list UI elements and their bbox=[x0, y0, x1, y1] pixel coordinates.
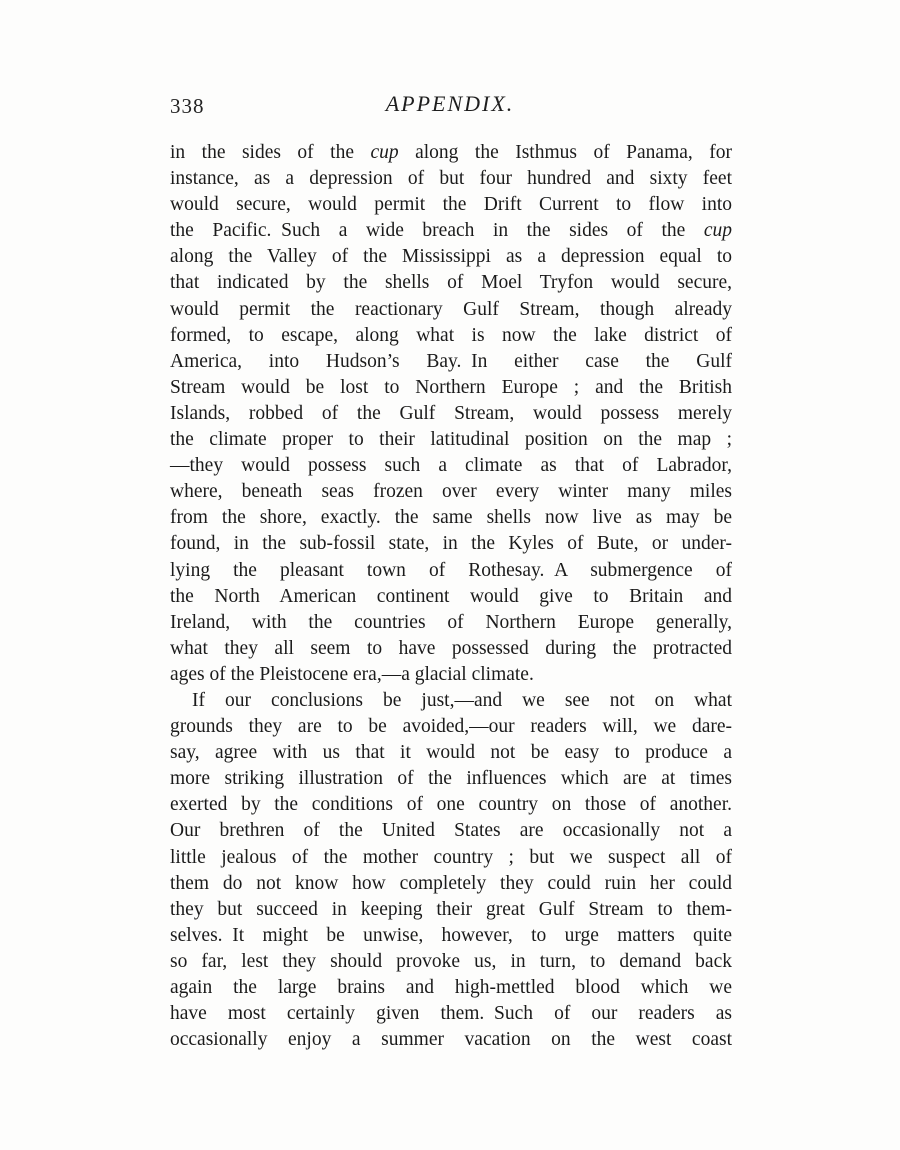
text-line bbox=[170, 949, 732, 975]
text-line bbox=[170, 531, 732, 557]
text-line bbox=[170, 1027, 732, 1053]
text-segment: Our brethren of the United States are occasionally not a bbox=[170, 820, 732, 842]
text-line bbox=[170, 140, 732, 166]
text-segment: the Pacific. Such a wide breach in the sides of the bbox=[170, 220, 704, 242]
text-line bbox=[170, 766, 732, 792]
text-segment: America, into Hudson’s Bay. In either case the Gulf bbox=[170, 350, 732, 372]
text-line bbox=[170, 662, 732, 688]
text-segment: more striking illustration of the influences which are at times bbox=[170, 768, 732, 790]
text-segment: grounds they are to be avoided,—our readers will, we dare- bbox=[170, 716, 732, 738]
text-line bbox=[170, 1001, 732, 1027]
text-line bbox=[170, 818, 732, 844]
text-line bbox=[170, 479, 732, 505]
text-segment: formed, to escape, along what is now the lake district of bbox=[170, 324, 732, 346]
text-line bbox=[170, 453, 732, 479]
text-line bbox=[170, 714, 732, 740]
text-line bbox=[170, 923, 732, 949]
text-segment: would permit the reactionary Gulf Stream, though already bbox=[170, 298, 732, 320]
text-line bbox=[170, 297, 732, 323]
text-line bbox=[170, 897, 732, 923]
text-segment: Islands, robbed of the Gulf Stream, would possess merely bbox=[170, 402, 732, 424]
text-line bbox=[170, 375, 732, 401]
text-line bbox=[170, 975, 732, 1001]
text-segment: where, beneath seas frozen over every winter many miles bbox=[170, 481, 732, 503]
text-line bbox=[170, 349, 732, 375]
text-segment: little jealous of the mother country ; but we suspect all of bbox=[170, 846, 732, 868]
text-line bbox=[170, 505, 732, 531]
text-line bbox=[170, 166, 732, 192]
text-segment: Ireland, with the countries of Northern Europe generally, bbox=[170, 611, 732, 633]
text-segment: —they would possess such a climate as that of Labrador, bbox=[170, 455, 732, 477]
text-line bbox=[170, 218, 732, 244]
text-line bbox=[170, 792, 732, 818]
text-line bbox=[170, 688, 732, 714]
text-segment: would secure, would permit the Drift Current to flow into bbox=[170, 194, 732, 216]
text-segment: ages of the Pleistocene era,—a glacial climate. bbox=[170, 663, 534, 685]
text-line bbox=[170, 427, 732, 453]
text-segment: selves. It might be unwise, however, to urge matters quite bbox=[170, 924, 732, 946]
text-line bbox=[170, 845, 732, 871]
text-line bbox=[170, 740, 732, 766]
text-segment: what they all seem to have possessed during the protracted bbox=[170, 637, 732, 659]
text-segment: so far, lest they should provoke us, in turn, to demand back bbox=[170, 950, 732, 972]
text-segment: them do not know how completely they could ruin her could bbox=[170, 872, 732, 894]
text-segment: instance, as a depression of but four hundred and sixty feet bbox=[170, 168, 732, 190]
text-line bbox=[170, 636, 732, 662]
text-line bbox=[170, 244, 732, 270]
text-line bbox=[170, 584, 732, 610]
text-line bbox=[170, 192, 732, 218]
text-segment: have most certainly given them. Such of our readers as bbox=[170, 1003, 732, 1025]
text-segment: say, agree with us that it would not be easy to produce a bbox=[170, 742, 732, 764]
text-segment: that indicated by the shells of Moel Tryfon would secure, bbox=[170, 272, 732, 294]
text-block bbox=[170, 140, 732, 1053]
text-segment: occasionally enjoy a summer vacation on the west coast bbox=[170, 1029, 732, 1051]
text-segment: in the sides of the bbox=[170, 142, 371, 163]
running-head-title: APPENDIX. bbox=[385, 91, 515, 116]
text-segment: exerted by the conditions of one country on those of another. bbox=[170, 794, 732, 816]
italic-word: cup bbox=[370, 142, 399, 163]
text-line bbox=[170, 610, 732, 636]
text-segment: again the large brains and high-mettled blood which we bbox=[170, 977, 732, 998]
text-segment: the climate proper to their latitudinal position on the map ; bbox=[170, 429, 732, 451]
text-segment: they but succeed in keeping their great Gulf Stream to them- bbox=[170, 898, 732, 920]
text-segment: found, in the sub-fossil state, in the Kyles of Bute, or under- bbox=[170, 533, 732, 555]
text-line bbox=[170, 323, 732, 349]
text-segment: along the Valley of the Mississippi as a depression equal to bbox=[170, 246, 732, 268]
text-segment: along the Isthmus of Panama, for bbox=[398, 142, 732, 163]
text-segment: the North American continent would give to Britain and bbox=[170, 585, 732, 607]
text-segment: Stream would be lost to Northern Europe ; and the British bbox=[170, 376, 732, 398]
italic-word: cup bbox=[703, 220, 732, 242]
text-segment: lying the pleasant town of Rothesay. A submergence of bbox=[170, 559, 732, 581]
text-line bbox=[170, 871, 732, 897]
text-line bbox=[170, 401, 732, 427]
text-line bbox=[170, 558, 732, 584]
text-segment: from the shore, exactly. the same shells now live as may be bbox=[170, 507, 732, 529]
page-number: 338 bbox=[170, 94, 205, 118]
text-segment: If our conclusions be just,—and we see not on what bbox=[192, 689, 732, 711]
text-line bbox=[170, 270, 732, 296]
